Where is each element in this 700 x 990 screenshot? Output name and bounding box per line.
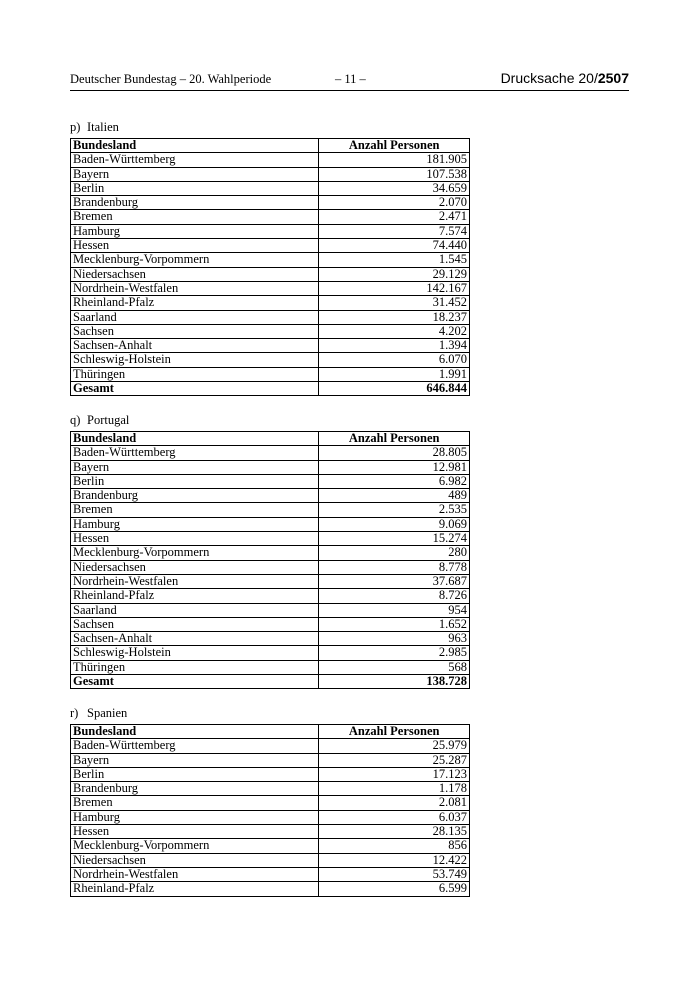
- cell-bundesland: Baden-Württemberg: [71, 153, 319, 167]
- table-row: [71, 181, 470, 195]
- cell-anzahl: 9.069: [319, 517, 470, 531]
- cell-anzahl: 2.471: [319, 210, 470, 224]
- table-row: [71, 324, 470, 338]
- table-row: [71, 367, 470, 381]
- cell-bundesland: Mecklenburg-Vorpommern: [71, 253, 319, 267]
- table-row: [71, 853, 470, 867]
- cell-anzahl: 28.805: [319, 446, 470, 460]
- cell-bundesland: Bremen: [71, 503, 319, 517]
- cell-bundesland: Sachsen: [71, 324, 319, 338]
- table-row: [71, 281, 470, 295]
- cell-bundesland: Sachsen-Anhalt: [71, 339, 319, 353]
- cell-anzahl: 7.574: [319, 224, 470, 238]
- cell-anzahl: 181.905: [319, 153, 470, 167]
- table-row: [71, 767, 470, 781]
- table-row: [71, 267, 470, 281]
- table-row: [71, 339, 470, 353]
- cell-bundesland: Hessen: [71, 825, 319, 839]
- column-header-bundesland: Bundesland: [71, 432, 319, 446]
- table-row: [71, 546, 470, 560]
- cell-bundesland: Rheinland-Pfalz: [71, 882, 319, 896]
- table-row: [71, 603, 470, 617]
- section-title: [70, 118, 470, 136]
- cell-bundesland: Niedersachsen: [71, 267, 319, 281]
- table-header-row: [71, 139, 470, 153]
- cell-anzahl: 2.081: [319, 796, 470, 810]
- cell-anzahl: 8.778: [319, 560, 470, 574]
- column-header-bundesland: Bundesland: [71, 139, 319, 153]
- table-row: [71, 196, 470, 210]
- cell-anzahl: 53.749: [319, 867, 470, 881]
- cell-anzahl: 1.652: [319, 617, 470, 631]
- cell-bundesland: Brandenburg: [71, 489, 319, 503]
- column-header-anzahl: Anzahl Personen: [319, 432, 470, 446]
- cell-bundesland: Baden-Württemberg: [71, 739, 319, 753]
- section-title: [70, 704, 470, 722]
- cell-anzahl: 142.167: [319, 281, 470, 295]
- cell-anzahl: 489: [319, 489, 470, 503]
- table-row: [71, 224, 470, 238]
- cell-anzahl: 2.985: [319, 646, 470, 660]
- table-row: [71, 532, 470, 546]
- cell-total-value: 138.728: [319, 675, 470, 689]
- cell-anzahl: 17.123: [319, 767, 470, 781]
- cell-anzahl: 18.237: [319, 310, 470, 324]
- cell-anzahl: 6.599: [319, 882, 470, 896]
- section-letter: q): [70, 413, 81, 427]
- table-row: [71, 517, 470, 531]
- cell-bundesland: Berlin: [71, 181, 319, 195]
- page-header: [70, 70, 629, 91]
- table-row: [71, 446, 470, 460]
- table-row: [71, 646, 470, 660]
- cell-bundesland: Bayern: [71, 460, 319, 474]
- cell-anzahl: 25.979: [319, 739, 470, 753]
- table-row: [71, 460, 470, 474]
- cell-anzahl: 1.394: [319, 339, 470, 353]
- cell-anzahl: 856: [319, 839, 470, 853]
- cell-bundesland: Niedersachsen: [71, 853, 319, 867]
- cell-anzahl: 2.070: [319, 196, 470, 210]
- section-country: Italien: [87, 120, 119, 134]
- table-row: [71, 839, 470, 853]
- table-header-row: [71, 432, 470, 446]
- cell-anzahl: 954: [319, 603, 470, 617]
- table-row: [71, 239, 470, 253]
- cell-bundesland: Hessen: [71, 532, 319, 546]
- cell-bundesland: Schleswig-Holstein: [71, 646, 319, 660]
- cell-anzahl: 4.202: [319, 324, 470, 338]
- cell-bundesland: Rheinland-Pfalz: [71, 296, 319, 310]
- data-table: [70, 724, 470, 897]
- cell-bundesland: Schleswig-Holstein: [71, 353, 319, 367]
- header-document-number: Drucksache 20/2507: [500, 70, 629, 86]
- section-country: Spanien: [87, 706, 128, 720]
- table-row: [71, 353, 470, 367]
- data-table: [70, 431, 470, 689]
- cell-bundesland: Berlin: [71, 474, 319, 488]
- cell-bundesland: Mecklenburg-Vorpommern: [71, 839, 319, 853]
- cell-bundesland: Baden-Württemberg: [71, 446, 319, 460]
- cell-bundesland: Mecklenburg-Vorpommern: [71, 546, 319, 560]
- cell-anzahl: 74.440: [319, 239, 470, 253]
- cell-bundesland: Saarland: [71, 603, 319, 617]
- cell-total-label: Gesamt: [71, 675, 319, 689]
- cell-anzahl: 1.991: [319, 367, 470, 381]
- cell-anzahl: 107.538: [319, 167, 470, 181]
- header-page-number: – 11 –: [335, 72, 366, 86]
- cell-bundesland: Hamburg: [71, 810, 319, 824]
- table-row: [71, 210, 470, 224]
- cell-bundesland: Brandenburg: [71, 196, 319, 210]
- section-title: [70, 411, 470, 429]
- cell-bundesland: Rheinland-Pfalz: [71, 589, 319, 603]
- table-row: [71, 167, 470, 181]
- table-row: [71, 739, 470, 753]
- cell-bundesland: Berlin: [71, 767, 319, 781]
- cell-anzahl: 15.274: [319, 532, 470, 546]
- cell-anzahl: 6.070: [319, 353, 470, 367]
- cell-bundesland: Thüringen: [71, 660, 319, 674]
- section-letter: p): [70, 120, 81, 134]
- cell-anzahl: 34.659: [319, 181, 470, 195]
- table-row: [71, 867, 470, 881]
- cell-bundesland: Bayern: [71, 167, 319, 181]
- cell-anzahl: 28.135: [319, 825, 470, 839]
- cell-bundesland: Niedersachsen: [71, 560, 319, 574]
- table-row: [71, 617, 470, 631]
- table-row: [71, 574, 470, 588]
- cell-bundesland: Bayern: [71, 753, 319, 767]
- table-row: [71, 253, 470, 267]
- table-row: [71, 796, 470, 810]
- cell-bundesland: Hamburg: [71, 517, 319, 531]
- cell-anzahl: 12.422: [319, 853, 470, 867]
- section-italien: [70, 118, 470, 396]
- table-row: [71, 782, 470, 796]
- cell-bundesland: Bremen: [71, 796, 319, 810]
- section-spanien: [70, 704, 470, 897]
- cell-anzahl: 2.535: [319, 503, 470, 517]
- table-row: [71, 753, 470, 767]
- header-publication: Deutscher Bundestag – 20. Wahlperiode: [70, 72, 272, 86]
- table-row: [71, 474, 470, 488]
- table-row: [71, 503, 470, 517]
- table-header-row: [71, 725, 470, 739]
- section-portugal: [70, 411, 470, 689]
- cell-total-value: 646.844: [319, 382, 470, 396]
- section-letter: r): [70, 706, 79, 720]
- table-total-row: [71, 675, 470, 689]
- cell-bundesland: Nordrhein-Westfalen: [71, 867, 319, 881]
- data-table: [70, 138, 470, 396]
- table-row: [71, 560, 470, 574]
- cell-anzahl: 280: [319, 546, 470, 560]
- table-row: [71, 882, 470, 896]
- table-total-row: [71, 382, 470, 396]
- cell-anzahl: 37.687: [319, 574, 470, 588]
- table-row: [71, 489, 470, 503]
- cell-anzahl: 6.037: [319, 810, 470, 824]
- cell-bundesland: Hessen: [71, 239, 319, 253]
- table-row: [71, 660, 470, 674]
- cell-anzahl: 8.726: [319, 589, 470, 603]
- cell-anzahl: 568: [319, 660, 470, 674]
- cell-bundesland: Bremen: [71, 210, 319, 224]
- cell-anzahl: 31.452: [319, 296, 470, 310]
- column-header-anzahl: Anzahl Personen: [319, 725, 470, 739]
- cell-anzahl: 29.129: [319, 267, 470, 281]
- cell-total-label: Gesamt: [71, 382, 319, 396]
- cell-bundesland: Brandenburg: [71, 782, 319, 796]
- cell-bundesland: Nordrhein-Westfalen: [71, 574, 319, 588]
- cell-anzahl: 6.982: [319, 474, 470, 488]
- table-row: [71, 153, 470, 167]
- table-row: [71, 310, 470, 324]
- cell-bundesland: Sachsen: [71, 617, 319, 631]
- table-row: [71, 632, 470, 646]
- column-header-anzahl: Anzahl Personen: [319, 139, 470, 153]
- column-header-bundesland: Bundesland: [71, 725, 319, 739]
- cell-bundesland: Hamburg: [71, 224, 319, 238]
- cell-anzahl: 963: [319, 632, 470, 646]
- table-row: [71, 589, 470, 603]
- table-row: [71, 296, 470, 310]
- cell-bundesland: Nordrhein-Westfalen: [71, 281, 319, 295]
- section-country: Portugal: [87, 413, 130, 427]
- table-row: [71, 825, 470, 839]
- cell-anzahl: 25.287: [319, 753, 470, 767]
- cell-bundesland: Thüringen: [71, 367, 319, 381]
- cell-bundesland: Saarland: [71, 310, 319, 324]
- cell-anzahl: 12.981: [319, 460, 470, 474]
- table-row: [71, 810, 470, 824]
- cell-anzahl: 1.545: [319, 253, 470, 267]
- cell-anzahl: 1.178: [319, 782, 470, 796]
- cell-bundesland: Sachsen-Anhalt: [71, 632, 319, 646]
